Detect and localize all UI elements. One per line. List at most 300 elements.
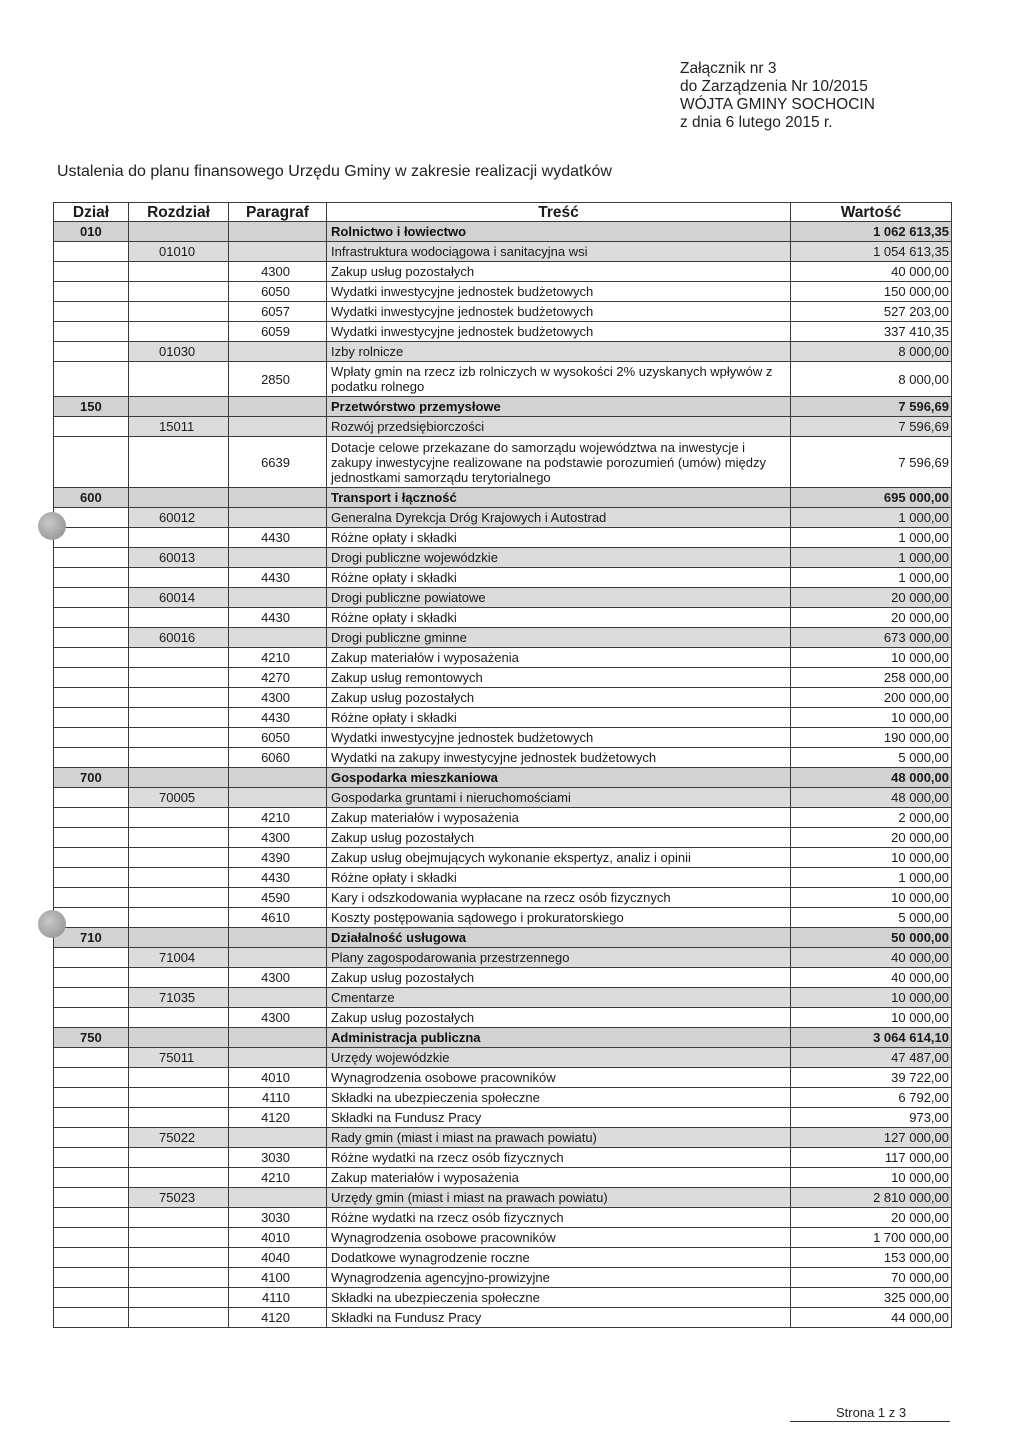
cell-wartosc: 6 792,00 [791, 1088, 952, 1108]
table-row-rozdzial [54, 948, 952, 968]
cell-wartosc: 39 722,00 [791, 1068, 952, 1088]
cell-tresc: Zakup usług pozostałych [327, 688, 791, 708]
cell-paragraf: 4210 [229, 648, 327, 668]
cell-tresc: Wydatki inwestycyjne jednostek budżetowych [327, 302, 791, 322]
table-row-paragraf [54, 848, 952, 868]
cell-paragraf [229, 768, 327, 788]
cell-wartosc: 3 064 614,10 [791, 1028, 952, 1048]
cell-paragraf: 4430 [229, 708, 327, 728]
cell-dzial [54, 748, 129, 768]
table-row-dzial [54, 397, 952, 417]
cell-paragraf [229, 788, 327, 808]
cell-paragraf [229, 948, 327, 968]
ordinance-reference: do Zarządzenia Nr 10/2015 [680, 78, 868, 95]
table-row-dzial [54, 928, 952, 948]
cell-paragraf: 4040 [229, 1248, 327, 1268]
cell-paragraf [229, 508, 327, 528]
cell-wartosc: 973,00 [791, 1108, 952, 1128]
cell-paragraf: 4390 [229, 848, 327, 868]
page-number: Strona 1 z 3 [836, 1405, 907, 1420]
cell-rozdzial [129, 928, 229, 948]
cell-rozdzial [129, 437, 229, 488]
table-row-rozdzial [54, 588, 952, 608]
cell-paragraf [229, 1128, 327, 1148]
cell-wartosc: 5 000,00 [791, 748, 952, 768]
cell-paragraf: 4590 [229, 888, 327, 908]
cell-tresc: Drogi publiczne powiatowe [327, 588, 791, 608]
table-row-paragraf [54, 808, 952, 828]
cell-tresc: Drogi publiczne wojewódzkie [327, 548, 791, 568]
cell-paragraf: 4300 [229, 262, 327, 282]
table-row-paragraf [54, 748, 952, 768]
table-row-paragraf [54, 1288, 952, 1308]
cell-paragraf: 4270 [229, 668, 327, 688]
table-row-paragraf [54, 688, 952, 708]
table-row-rozdzial [54, 788, 952, 808]
cell-dzial [54, 1208, 129, 1228]
punch-hole-icon [38, 910, 66, 938]
cell-wartosc: 1 054 613,35 [791, 242, 952, 262]
cell-wartosc: 153 000,00 [791, 1248, 952, 1268]
cell-tresc: Wydatki na zakupy inwestycyjne jednostek budżetowych [327, 748, 791, 768]
cell-paragraf: 6050 [229, 282, 327, 302]
cell-paragraf [229, 588, 327, 608]
cell-dzial [54, 262, 129, 282]
cell-tresc: Składki na Fundusz Pracy [327, 1108, 791, 1128]
cell-paragraf [229, 1028, 327, 1048]
cell-wartosc: 2 000,00 [791, 808, 952, 828]
cell-paragraf: 6060 [229, 748, 327, 768]
cell-tresc: Składki na ubezpieczenia społeczne [327, 1088, 791, 1108]
cell-rozdzial [129, 668, 229, 688]
table-row-rozdzial [54, 1128, 952, 1148]
cell-wartosc: 44 000,00 [791, 1308, 952, 1328]
cell-rozdzial: 75023 [129, 1188, 229, 1208]
cell-paragraf: 3030 [229, 1208, 327, 1228]
cell-tresc: Gospodarka mieszkaniowa [327, 768, 791, 788]
cell-tresc: Wydatki inwestycyjne jednostek budżetowych [327, 282, 791, 302]
cell-dzial [54, 868, 129, 888]
cell-rozdzial [129, 1148, 229, 1168]
cell-wartosc: 7 596,69 [791, 437, 952, 488]
cell-wartosc: 1 000,00 [791, 508, 952, 528]
cell-rozdzial: 01030 [129, 342, 229, 362]
cell-rozdzial [129, 1168, 229, 1188]
cell-wartosc: 10 000,00 [791, 848, 952, 868]
cell-dzial [54, 1228, 129, 1248]
cell-tresc: Zakup materiałów i wyposażenia [327, 808, 791, 828]
cell-wartosc: 70 000,00 [791, 1268, 952, 1288]
table-row-paragraf [54, 362, 952, 397]
cell-wartosc: 1 000,00 [791, 568, 952, 588]
cell-wartosc: 20 000,00 [791, 588, 952, 608]
cell-paragraf: 4110 [229, 1088, 327, 1108]
cell-paragraf [229, 488, 327, 508]
cell-paragraf: 4430 [229, 528, 327, 548]
cell-paragraf: 4100 [229, 1268, 327, 1288]
cell-paragraf: 4210 [229, 808, 327, 828]
table-row-paragraf [54, 528, 952, 548]
cell-dzial [54, 708, 129, 728]
cell-paragraf: 2850 [229, 362, 327, 397]
cell-wartosc: 673 000,00 [791, 628, 952, 648]
cell-paragraf [229, 222, 327, 242]
table-row-paragraf [54, 1268, 952, 1288]
table-row-paragraf [54, 888, 952, 908]
cell-paragraf: 4300 [229, 968, 327, 988]
cell-wartosc: 10 000,00 [791, 1008, 952, 1028]
cell-dzial [54, 548, 129, 568]
cell-wartosc: 10 000,00 [791, 988, 952, 1008]
cell-tresc: Zakup materiałów i wyposażenia [327, 648, 791, 668]
cell-dzial [54, 242, 129, 262]
table-row-paragraf [54, 282, 952, 302]
cell-paragraf: 6057 [229, 302, 327, 322]
cell-tresc: Zakup usług pozostałych [327, 968, 791, 988]
cell-wartosc: 20 000,00 [791, 828, 952, 848]
cell-rozdzial [129, 648, 229, 668]
cell-dzial: 750 [54, 1028, 129, 1048]
cell-dzial [54, 1248, 129, 1268]
table-row-paragraf [54, 648, 952, 668]
column-header-paragraf: Paragraf [229, 203, 327, 222]
cell-tresc: Zakup usług remontowych [327, 668, 791, 688]
table-row-rozdzial [54, 988, 952, 1008]
cell-wartosc: 40 000,00 [791, 948, 952, 968]
cell-tresc: Różne wydatki na rzecz osób fizycznych [327, 1148, 791, 1168]
cell-paragraf: 4300 [229, 828, 327, 848]
cell-rozdzial: 71035 [129, 988, 229, 1008]
table-row-rozdzial [54, 628, 952, 648]
cell-rozdzial: 60014 [129, 588, 229, 608]
attachment-header [680, 60, 875, 132]
table-row-paragraf [54, 1228, 952, 1248]
cell-rozdzial [129, 768, 229, 788]
cell-dzial [54, 668, 129, 688]
cell-dzial [54, 588, 129, 608]
table-row-paragraf [54, 302, 952, 322]
cell-wartosc: 10 000,00 [791, 888, 952, 908]
cell-rozdzial [129, 1288, 229, 1308]
cell-wartosc: 40 000,00 [791, 262, 952, 282]
table-row-paragraf [54, 322, 952, 342]
cell-dzial [54, 688, 129, 708]
cell-paragraf: 6050 [229, 728, 327, 748]
table-row-paragraf [54, 728, 952, 748]
cell-rozdzial [129, 528, 229, 548]
cell-wartosc: 5 000,00 [791, 908, 952, 928]
table-row-rozdzial [54, 508, 952, 528]
table-row-paragraf [54, 1068, 952, 1088]
cell-tresc: Składki na Fundusz Pracy [327, 1308, 791, 1328]
cell-paragraf [229, 242, 327, 262]
cell-wartosc: 2 810 000,00 [791, 1188, 952, 1208]
cell-tresc: Rady gmin (miast i miast na prawach powiatu) [327, 1128, 791, 1148]
cell-dzial: 150 [54, 397, 129, 417]
cell-dzial [54, 342, 129, 362]
cell-rozdzial [129, 1088, 229, 1108]
cell-rozdzial [129, 262, 229, 282]
cell-tresc: Składki na ubezpieczenia społeczne [327, 1288, 791, 1308]
cell-dzial: 710 [54, 928, 129, 948]
cell-wartosc: 7 596,69 [791, 397, 952, 417]
cell-dzial: 010 [54, 222, 129, 242]
cell-rozdzial: 60013 [129, 548, 229, 568]
cell-rozdzial [129, 848, 229, 868]
table-row-paragraf [54, 868, 952, 888]
table-row-rozdzial [54, 1188, 952, 1208]
cell-paragraf [229, 397, 327, 417]
cell-paragraf: 4120 [229, 1308, 327, 1328]
punch-hole-icon [38, 512, 66, 540]
cell-paragraf: 6639 [229, 437, 327, 488]
cell-tresc: Wpłaty gmin na rzecz izb rolniczych w wysokości 2% uzyskanych wpływów z podatku rolnego [327, 362, 791, 397]
cell-rozdzial: 60012 [129, 508, 229, 528]
cell-dzial [54, 1008, 129, 1028]
cell-paragraf [229, 1048, 327, 1068]
cell-paragraf [229, 342, 327, 362]
cell-tresc: Urzędy wojewódzkie [327, 1048, 791, 1068]
cell-paragraf: 3030 [229, 1148, 327, 1168]
cell-rozdzial: 75022 [129, 1128, 229, 1148]
cell-paragraf: 4120 [229, 1108, 327, 1128]
cell-rozdzial [129, 1108, 229, 1128]
cell-rozdzial [129, 908, 229, 928]
budget-table [53, 202, 952, 1328]
cell-rozdzial: 70005 [129, 788, 229, 808]
table-row-paragraf [54, 668, 952, 688]
cell-dzial [54, 1268, 129, 1288]
table-row-rozdzial [54, 548, 952, 568]
cell-wartosc: 1 000,00 [791, 868, 952, 888]
table-row-paragraf [54, 1248, 952, 1268]
cell-tresc: Rolnictwo i łowiectwo [327, 222, 791, 242]
column-header-rozdzial: Rozdział [129, 203, 229, 222]
table-row-paragraf [54, 437, 952, 488]
cell-rozdzial [129, 708, 229, 728]
cell-tresc: Różne opłaty i składki [327, 608, 791, 628]
cell-tresc: Wynagrodzenia osobowe pracowników [327, 1068, 791, 1088]
cell-tresc: Różne opłaty i składki [327, 868, 791, 888]
cell-wartosc: 150 000,00 [791, 282, 952, 302]
cell-tresc: Zakup usług pozostałych [327, 1008, 791, 1028]
cell-rozdzial [129, 968, 229, 988]
cell-paragraf: 4210 [229, 1168, 327, 1188]
cell-tresc: Dodatkowe wynagrodzenie roczne [327, 1248, 791, 1268]
cell-wartosc: 1 700 000,00 [791, 1228, 952, 1248]
attachment-number: Załącznik nr 3 [680, 60, 777, 77]
cell-paragraf: 6059 [229, 322, 327, 342]
cell-wartosc: 117 000,00 [791, 1148, 952, 1168]
table-row-dzial [54, 222, 952, 242]
cell-wartosc: 20 000,00 [791, 1208, 952, 1228]
table-row-rozdzial [54, 242, 952, 262]
cell-tresc: Infrastruktura wodociągowa i sanitacyjna wsi [327, 242, 791, 262]
cell-rozdzial: 01010 [129, 242, 229, 262]
cell-rozdzial [129, 808, 229, 828]
cell-dzial [54, 628, 129, 648]
cell-tresc: Różne wydatki na rzecz osób fizycznych [327, 1208, 791, 1228]
table-row-paragraf [54, 608, 952, 628]
cell-dzial [54, 728, 129, 748]
cell-rozdzial [129, 1248, 229, 1268]
cell-paragraf [229, 628, 327, 648]
cell-dzial [54, 988, 129, 1008]
cell-wartosc: 10 000,00 [791, 708, 952, 728]
cell-dzial [54, 417, 129, 437]
cell-paragraf [229, 928, 327, 948]
cell-wartosc: 20 000,00 [791, 608, 952, 628]
cell-rozdzial [129, 728, 229, 748]
cell-wartosc: 47 487,00 [791, 1048, 952, 1068]
cell-tresc: Kary i odszkodowania wypłacane na rzecz osób fizycznych [327, 888, 791, 908]
cell-paragraf [229, 417, 327, 437]
cell-dzial [54, 848, 129, 868]
cell-rozdzial [129, 1268, 229, 1288]
cell-tresc: Działalność usługowa [327, 928, 791, 948]
cell-wartosc: 48 000,00 [791, 768, 952, 788]
cell-rozdzial: 60016 [129, 628, 229, 648]
cell-rozdzial: 71004 [129, 948, 229, 968]
cell-tresc: Transport i łączność [327, 488, 791, 508]
cell-wartosc: 1 062 613,35 [791, 222, 952, 242]
cell-rozdzial [129, 322, 229, 342]
table-row-paragraf [54, 568, 952, 588]
cell-paragraf: 4110 [229, 1288, 327, 1308]
cell-tresc: Izby rolnicze [327, 342, 791, 362]
cell-wartosc: 527 203,00 [791, 302, 952, 322]
cell-wartosc: 190 000,00 [791, 728, 952, 748]
table-row-paragraf [54, 262, 952, 282]
table-row-paragraf [54, 1208, 952, 1228]
cell-paragraf: 4010 [229, 1228, 327, 1248]
cell-rozdzial [129, 688, 229, 708]
cell-rozdzial [129, 1028, 229, 1048]
table-body [54, 222, 952, 1328]
cell-tresc: Różne opłaty i składki [327, 708, 791, 728]
table-row-dzial [54, 488, 952, 508]
table-row-paragraf [54, 968, 952, 988]
cell-rozdzial [129, 608, 229, 628]
cell-tresc: Różne opłaty i składki [327, 528, 791, 548]
cell-wartosc: 48 000,00 [791, 788, 952, 808]
table-row-paragraf [54, 1108, 952, 1128]
cell-dzial [54, 808, 129, 828]
cell-rozdzial [129, 362, 229, 397]
cell-dzial: 700 [54, 768, 129, 788]
cell-wartosc: 325 000,00 [791, 1288, 952, 1308]
ordinance-date: z dnia 6 lutego 2015 r. [680, 114, 833, 131]
cell-wartosc: 10 000,00 [791, 648, 952, 668]
issuer: WÓJTA GMINY SOCHOCIN [680, 96, 875, 113]
cell-paragraf: 4300 [229, 1008, 327, 1028]
cell-paragraf [229, 548, 327, 568]
cell-tresc: Wydatki inwestycyjne jednostek budżetowych [327, 322, 791, 342]
cell-wartosc: 40 000,00 [791, 968, 952, 988]
column-header-wartosc: Wartość [791, 203, 952, 222]
cell-tresc: Różne opłaty i składki [327, 568, 791, 588]
cell-paragraf: 4430 [229, 608, 327, 628]
cell-dzial [54, 282, 129, 302]
cell-tresc: Wydatki inwestycyjne jednostek budżetowych [327, 728, 791, 748]
cell-rozdzial [129, 748, 229, 768]
table-row-paragraf [54, 708, 952, 728]
cell-wartosc: 200 000,00 [791, 688, 952, 708]
cell-wartosc: 8 000,00 [791, 362, 952, 397]
cell-dzial [54, 828, 129, 848]
footer-divider [790, 1421, 950, 1422]
cell-dzial [54, 1128, 129, 1148]
table-row-rozdzial [54, 342, 952, 362]
cell-tresc: Koszty postępowania sądowego i prokuratorskiego [327, 908, 791, 928]
cell-tresc: Zakup usług pozostałych [327, 828, 791, 848]
cell-tresc: Plany zagospodarowania przestrzennego [327, 948, 791, 968]
cell-tresc: Zakup usług pozostałych [327, 262, 791, 282]
cell-tresc: Przetwórstwo przemysłowe [327, 397, 791, 417]
cell-rozdzial: 15011 [129, 417, 229, 437]
cell-rozdzial [129, 282, 229, 302]
cell-paragraf: 4430 [229, 868, 327, 888]
cell-tresc: Zakup usług obejmujących wykonanie ekspertyz, analiz i opinii [327, 848, 791, 868]
cell-dzial [54, 648, 129, 668]
table-row-paragraf [54, 1168, 952, 1188]
cell-dzial [54, 1288, 129, 1308]
cell-rozdzial: 75011 [129, 1048, 229, 1068]
cell-tresc: Urzędy gmin (miast i miast na prawach powiatu) [327, 1188, 791, 1208]
cell-tresc: Administracja publiczna [327, 1028, 791, 1048]
cell-wartosc: 50 000,00 [791, 928, 952, 948]
cell-paragraf: 4010 [229, 1068, 327, 1088]
cell-rozdzial [129, 868, 229, 888]
column-header-dzial: Dział [54, 203, 129, 222]
cell-tresc: Gospodarka gruntami i nieruchomościami [327, 788, 791, 808]
column-header-tresc: Treść [327, 203, 791, 222]
cell-wartosc: 258 000,00 [791, 668, 952, 688]
cell-tresc: Wynagrodzenia agencyjno-prowizyjne [327, 1268, 791, 1288]
cell-dzial [54, 1108, 129, 1128]
cell-dzial [54, 888, 129, 908]
table-row-dzial [54, 768, 952, 788]
cell-wartosc: 695 000,00 [791, 488, 952, 508]
cell-dzial [54, 608, 129, 628]
cell-rozdzial [129, 1208, 229, 1228]
cell-dzial [54, 302, 129, 322]
cell-dzial [54, 1308, 129, 1328]
cell-dzial [54, 1148, 129, 1168]
cell-tresc: Zakup materiałów i wyposażenia [327, 1168, 791, 1188]
cell-dzial [54, 1088, 129, 1108]
cell-paragraf: 4610 [229, 908, 327, 928]
cell-rozdzial [129, 397, 229, 417]
cell-tresc: Cmentarze [327, 988, 791, 1008]
table-row-paragraf [54, 908, 952, 928]
cell-dzial [54, 322, 129, 342]
cell-dzial [54, 1168, 129, 1188]
cell-dzial [54, 788, 129, 808]
cell-tresc: Dotacje celowe przekazane do samorządu województwa na inwestycje i zakupy inwestycyjne realizowane na podstawie porozumień (umów) między jednostkami samorządu terytorialnego [327, 437, 791, 488]
cell-rozdzial [129, 1008, 229, 1028]
table-row-paragraf [54, 1088, 952, 1108]
table-row-paragraf [54, 1008, 952, 1028]
cell-paragraf [229, 1188, 327, 1208]
table-row-dzial [54, 1028, 952, 1048]
cell-paragraf: 4430 [229, 568, 327, 588]
cell-rozdzial [129, 1308, 229, 1328]
cell-tresc: Generalna Dyrekcja Dróg Krajowych i Autostrad [327, 508, 791, 528]
cell-wartosc: 10 000,00 [791, 1168, 952, 1188]
cell-rozdzial [129, 1228, 229, 1248]
cell-dzial [54, 568, 129, 588]
